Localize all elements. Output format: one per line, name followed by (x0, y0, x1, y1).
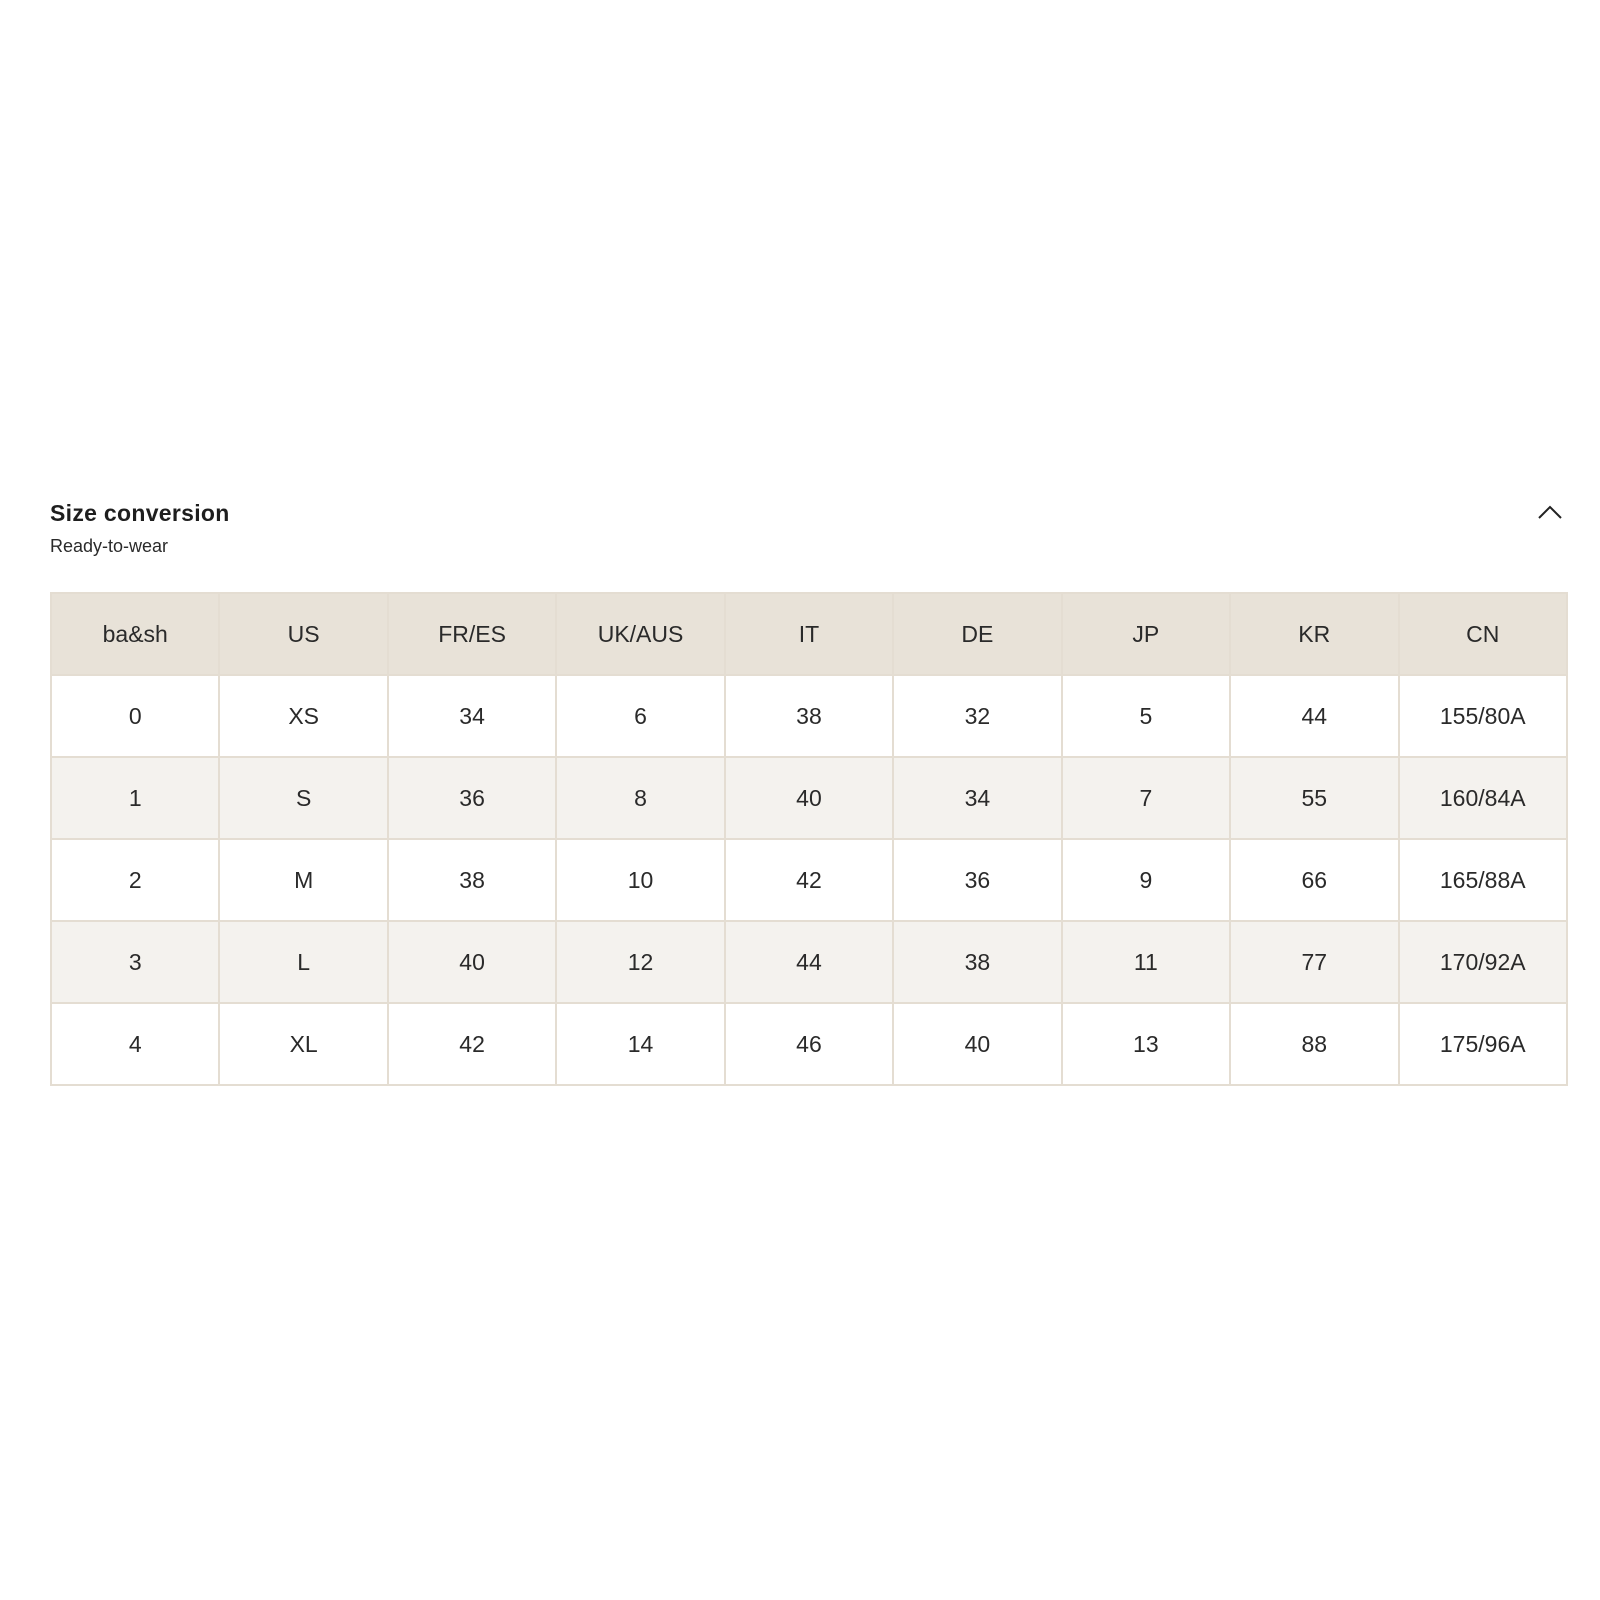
column-header: CN (1399, 593, 1568, 675)
table-cell: 4 (51, 1003, 219, 1085)
table-cell: 32 (893, 675, 1061, 757)
column-header: UK/AUS (556, 593, 724, 675)
table-cell: 40 (725, 757, 893, 839)
table-cell: 88 (1230, 1003, 1398, 1085)
column-header: FR/ES (388, 593, 556, 675)
table-cell: 14 (556, 1003, 724, 1085)
column-header: KR (1230, 593, 1398, 675)
table-cell: 9 (1062, 839, 1230, 921)
table-cell: 40 (388, 921, 556, 1003)
collapse-toggle-button[interactable] (1532, 494, 1568, 530)
table-cell: 0 (51, 675, 219, 757)
panel-subtitle: Ready-to-wear (50, 536, 169, 556)
table-row (51, 1003, 1567, 1085)
table-cell: XS (219, 675, 387, 757)
table-cell: L (219, 921, 387, 1003)
chevron-up-icon (1537, 504, 1563, 520)
table-cell: 38 (725, 675, 893, 757)
table-row (51, 839, 1567, 921)
table-header-row (51, 593, 1567, 675)
table-cell: 7 (1062, 757, 1230, 839)
panel-title: Size conversion (50, 500, 230, 526)
table-cell: 2 (51, 839, 219, 921)
table-cell: 77 (1230, 921, 1398, 1003)
column-header: DE (893, 593, 1061, 675)
table-cell: 36 (388, 757, 556, 839)
table-cell: 44 (725, 921, 893, 1003)
table-cell: 66 (1230, 839, 1398, 921)
table-cell: 165/88A (1399, 839, 1568, 921)
size-conversion-panel (50, 500, 1568, 1057)
table-cell: 175/96A (1399, 1003, 1568, 1085)
panel-header[interactable] (50, 500, 1568, 572)
column-header: JP (1062, 593, 1230, 675)
column-header: US (219, 593, 387, 675)
table-cell: 5 (1062, 675, 1230, 757)
table-cell: 10 (556, 839, 724, 921)
table-cell: 12 (556, 921, 724, 1003)
table-cell: 42 (388, 1003, 556, 1085)
table-cell: 55 (1230, 757, 1398, 839)
size-conversion-table (50, 592, 1568, 1086)
table-row (51, 757, 1567, 839)
table-row (51, 675, 1567, 757)
table-cell: 11 (1062, 921, 1230, 1003)
table-cell: 13 (1062, 1003, 1230, 1085)
table-cell: 36 (893, 839, 1061, 921)
table-cell: 44 (1230, 675, 1398, 757)
table-cell: 40 (893, 1003, 1061, 1085)
column-header: ba&sh (51, 593, 219, 675)
column-header: IT (725, 593, 893, 675)
table-cell: M (219, 839, 387, 921)
table-cell: 1 (51, 757, 219, 839)
table-cell: 34 (388, 675, 556, 757)
table-row (51, 921, 1567, 1003)
table-cell: 3 (51, 921, 219, 1003)
table-cell: 46 (725, 1003, 893, 1085)
table-cell: XL (219, 1003, 387, 1085)
table-cell: 6 (556, 675, 724, 757)
table-cell: 38 (893, 921, 1061, 1003)
table-cell: 160/84A (1399, 757, 1568, 839)
table-cell: 8 (556, 757, 724, 839)
table-cell: 34 (893, 757, 1061, 839)
table-cell: 155/80A (1399, 675, 1568, 757)
table-cell: 170/92A (1399, 921, 1568, 1003)
table-cell: 38 (388, 839, 556, 921)
table-cell: 42 (725, 839, 893, 921)
table-cell: S (219, 757, 387, 839)
